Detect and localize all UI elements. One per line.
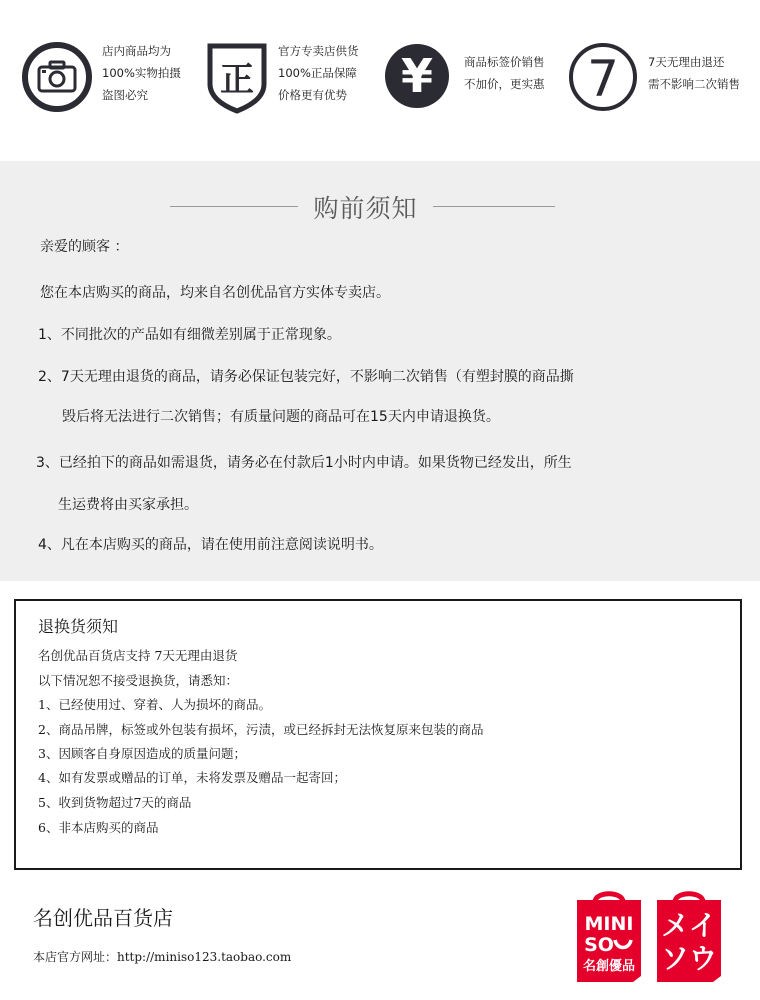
- guarantee-text: [278, 40, 359, 106]
- guarantee-line: 100%实物拍摄: [102, 66, 181, 80]
- meiso-logo: [653, 888, 725, 982]
- notice-item-1: 1、不同批次的产品如有细微差别属于正常现象。: [38, 327, 341, 343]
- guarantee-line: 100%正品保障: [278, 66, 357, 80]
- notice-item-4: 4、凡在本店购买的商品，请在使用前注意阅读说明书。: [38, 537, 383, 553]
- notice-greeting: 亲爱的顾客 ：: [40, 239, 129, 255]
- guarantee-text: [464, 51, 545, 95]
- return-policy-line: 5、收到货物超过7天的商品: [38, 795, 192, 810]
- return-policy-box: [14, 599, 742, 870]
- return-policy-line: 以下情况恕不接受退换货，请悉知：: [38, 673, 239, 688]
- zheng-icon: [204, 40, 278, 114]
- guarantee-line: 商品标签价销售: [464, 55, 545, 69]
- return-policy-line: 4、如有发票或赠品的订单，未将发票及赠品一起寄回；: [38, 770, 346, 785]
- guarantee-line: 7天无理由退还: [648, 55, 725, 69]
- return-policy-title: 退换货须知: [38, 617, 119, 636]
- store-url[interactable]: 本店官方网址：http://miniso123.taobao.com: [33, 950, 292, 964]
- yen-icon: [382, 40, 456, 114]
- svg-text:MINI: MINI: [584, 913, 634, 935]
- notice-item-2-cont: 毁后将无法进行二次销售；有质量问题的商品可在15天内申请退换货。: [62, 409, 500, 425]
- guarantee-line: 需不影响二次销售: [648, 77, 740, 91]
- notice-item-3: 3、已经拍下的商品如需退货，请务必在付款后1小时内申请。如果货物已经发出，所生: [36, 455, 572, 471]
- title-divider-left: [170, 206, 298, 207]
- return-policy-line: 2、商品吊牌，标签或外包装有损坏，污渍，或已经拆封无法恢复原来包装的商品: [38, 722, 484, 737]
- svg-text:ソウ: ソウ: [660, 942, 718, 975]
- guarantee-text: [102, 40, 181, 106]
- svg-text:SO: SO: [584, 934, 614, 956]
- notice-intro: 您在本店购买的商品，均来自名创优品官方实体专卖店。: [40, 285, 390, 301]
- title-divider-right: [433, 206, 555, 207]
- guarantee-line: 官方专卖店供货: [278, 44, 359, 58]
- return-policy-line: 6、非本店购买的商品: [38, 820, 159, 835]
- svg-text:名創優品: 名創優品: [582, 959, 636, 974]
- guarantee-line: 不加价，更实惠: [464, 77, 545, 91]
- svg-text:7: 7: [587, 50, 619, 108]
- guarantee-line: 价格更有优势: [278, 88, 347, 102]
- return-policy-line: 3、因顾客自身原因造成的质量问题；: [38, 746, 246, 761]
- store-name: 名创优品百货店: [33, 906, 173, 930]
- guarantee-line: 盗图必究: [102, 88, 148, 102]
- purchase-notice: [0, 161, 760, 581]
- svg-text:¥: ¥: [400, 49, 434, 103]
- seven-icon: [568, 40, 642, 114]
- guarantee-strip: [0, 0, 760, 160]
- camera-icon: [20, 40, 94, 114]
- guarantee-text: [648, 51, 740, 95]
- svg-text:正: 正: [220, 60, 254, 100]
- miniso-logo: [573, 888, 645, 982]
- guarantee-line: 店内商品均为: [102, 44, 171, 58]
- notice-item-3-cont: 生运费将由买家承担。: [58, 497, 198, 513]
- svg-text:メイ: メイ: [661, 909, 717, 942]
- return-policy-line: 1、已经使用过、穿着、人为损坏的商品。: [38, 697, 271, 712]
- return-policy-line: 名创优品百货店支持 7天无理由退货: [38, 648, 238, 663]
- notice-item-2: 2、7天无理由退货的商品，请务必保证包装完好，不影响二次销售（有塑封膜的商品撕: [38, 369, 574, 385]
- notice-header: [0, 187, 760, 227]
- notice-title: 购前须知: [313, 194, 418, 223]
